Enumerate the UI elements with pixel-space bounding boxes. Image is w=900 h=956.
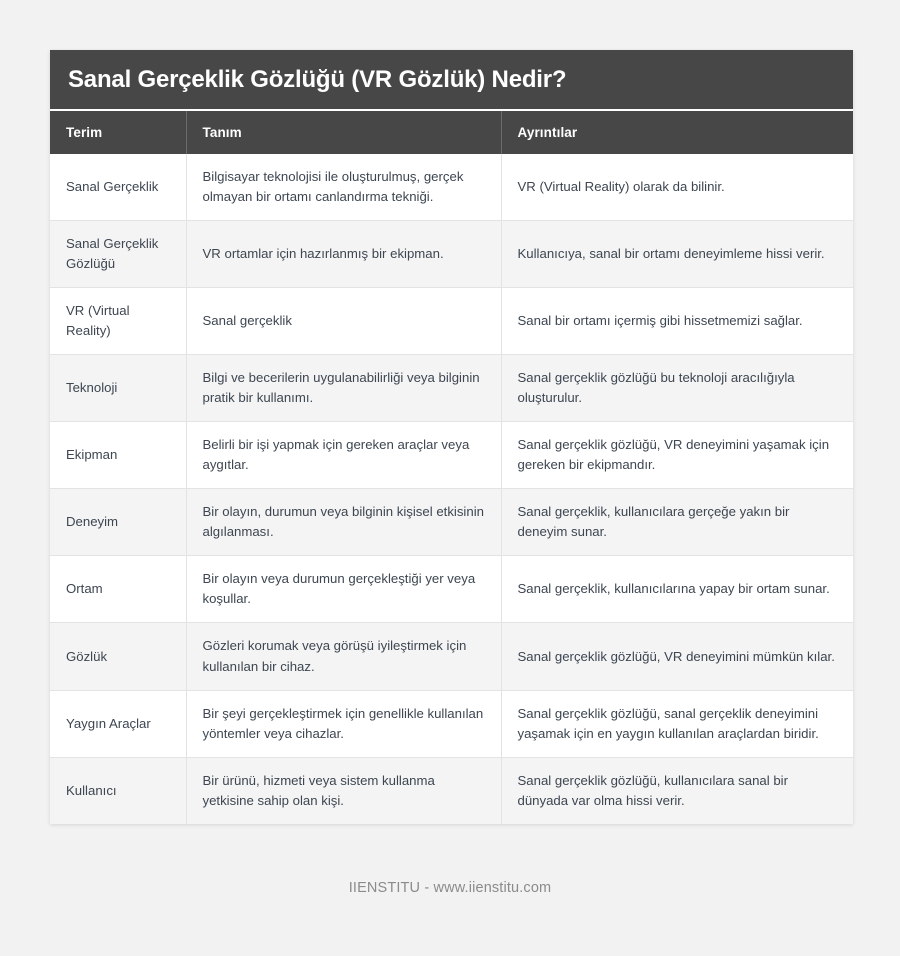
table-row: [50, 690, 853, 757]
cell-terim: Kullanıcı: [50, 757, 186, 824]
table-row: [50, 154, 853, 221]
table-row: [50, 220, 853, 287]
cell-tanim: Bir şeyi gerçekleştirmek için genellikle kullanılan yöntemler veya cihazlar.: [186, 690, 501, 757]
cell-ayrintilar: Sanal gerçeklik gözlüğü, VR deneyimini yaşamak için gereken bir ekipmandır.: [501, 422, 853, 489]
cell-terim: Deneyim: [50, 489, 186, 556]
table-row: [50, 354, 853, 421]
table-header-row: [50, 111, 853, 154]
cell-ayrintilar: Sanal gerçeklik gözlüğü, sanal gerçeklik deneyimini yaşamak için en yaygın kullanılan araçlardan biridir.: [501, 690, 853, 757]
cell-ayrintilar: Sanal bir ortamı içermiş gibi hissetmemizi sağlar.: [501, 287, 853, 354]
cell-terim: Ortam: [50, 556, 186, 623]
cell-ayrintilar: Sanal gerçeklik gözlüğü bu teknoloji aracılığıyla oluşturulur.: [501, 354, 853, 421]
info-card: [50, 50, 853, 824]
cell-tanim: Belirli bir işi yapmak için gereken araçlar veya aygıtlar.: [186, 422, 501, 489]
cell-terim: Teknoloji: [50, 354, 186, 421]
cell-tanim: Bir ürünü, hizmeti veya sistem kullanma yetkisine sahip olan kişi.: [186, 757, 501, 824]
cell-tanim: Sanal gerçeklik: [186, 287, 501, 354]
cell-ayrintilar: Kullanıcıya, sanal bir ortamı deneyimleme hissi verir.: [501, 220, 853, 287]
table-row: [50, 287, 853, 354]
table-row: [50, 422, 853, 489]
cell-ayrintilar: VR (Virtual Reality) olarak da bilinir.: [501, 154, 853, 221]
cell-terim: Sanal Gerçeklik Gözlüğü: [50, 220, 186, 287]
cell-tanim: Bir olayın veya durumun gerçekleştiği yer veya koşullar.: [186, 556, 501, 623]
column-header-terim: Terim: [50, 111, 186, 154]
table-header: [50, 111, 853, 154]
cell-ayrintilar: Sanal gerçeklik gözlüğü, VR deneyimini mümkün kılar.: [501, 623, 853, 690]
page-title: Sanal Gerçeklik Gözlüğü (VR Gözlük) Nedir?: [68, 66, 567, 93]
table-row: [50, 489, 853, 556]
cell-tanim: Gözleri korumak veya görüşü iyileştirmek için kullanılan bir cihaz.: [186, 623, 501, 690]
cell-terim: VR (Virtual Reality): [50, 287, 186, 354]
cell-ayrintilar: Sanal gerçeklik, kullanıcılara gerçeğe yakın bir deneyim sunar.: [501, 489, 853, 556]
column-header-ayrintilar: Ayrıntılar: [501, 111, 853, 154]
footer-attribution: IIENSTITU - www.iienstitu.com: [348, 880, 552, 896]
table-row: [50, 757, 853, 824]
cell-tanim: Bilgi ve becerilerin uygulanabilirliği veya bilginin pratik bir kullanımı.: [186, 354, 501, 421]
cell-ayrintilar: Sanal gerçeklik gözlüğü, kullanıcılara sanal bir dünyada var olma hissi verir.: [501, 757, 853, 824]
glossary-table: [50, 111, 853, 824]
table-body: [50, 154, 853, 824]
column-header-tanim: Tanım: [186, 111, 501, 154]
cell-terim: Gözlük: [50, 623, 186, 690]
cell-terim: Sanal Gerçeklik: [50, 154, 186, 221]
table-row: [50, 623, 853, 690]
cell-tanim: Bir olayın, durumun veya bilginin kişisel etkisinin algılanması.: [186, 489, 501, 556]
cell-terim: Yaygın Araçlar: [50, 690, 186, 757]
cell-tanim: Bilgisayar teknolojisi ile oluşturulmuş, gerçek olmayan bir ortamı canlandırma tekniği.: [186, 154, 501, 221]
table-row: [50, 556, 853, 623]
cell-tanim: VR ortamlar için hazırlanmış bir ekipman.: [186, 220, 501, 287]
cell-ayrintilar: Sanal gerçeklik, kullanıcılarına yapay bir ortam sunar.: [501, 556, 853, 623]
card-title-bar: [50, 50, 853, 111]
cell-terim: Ekipman: [50, 422, 186, 489]
